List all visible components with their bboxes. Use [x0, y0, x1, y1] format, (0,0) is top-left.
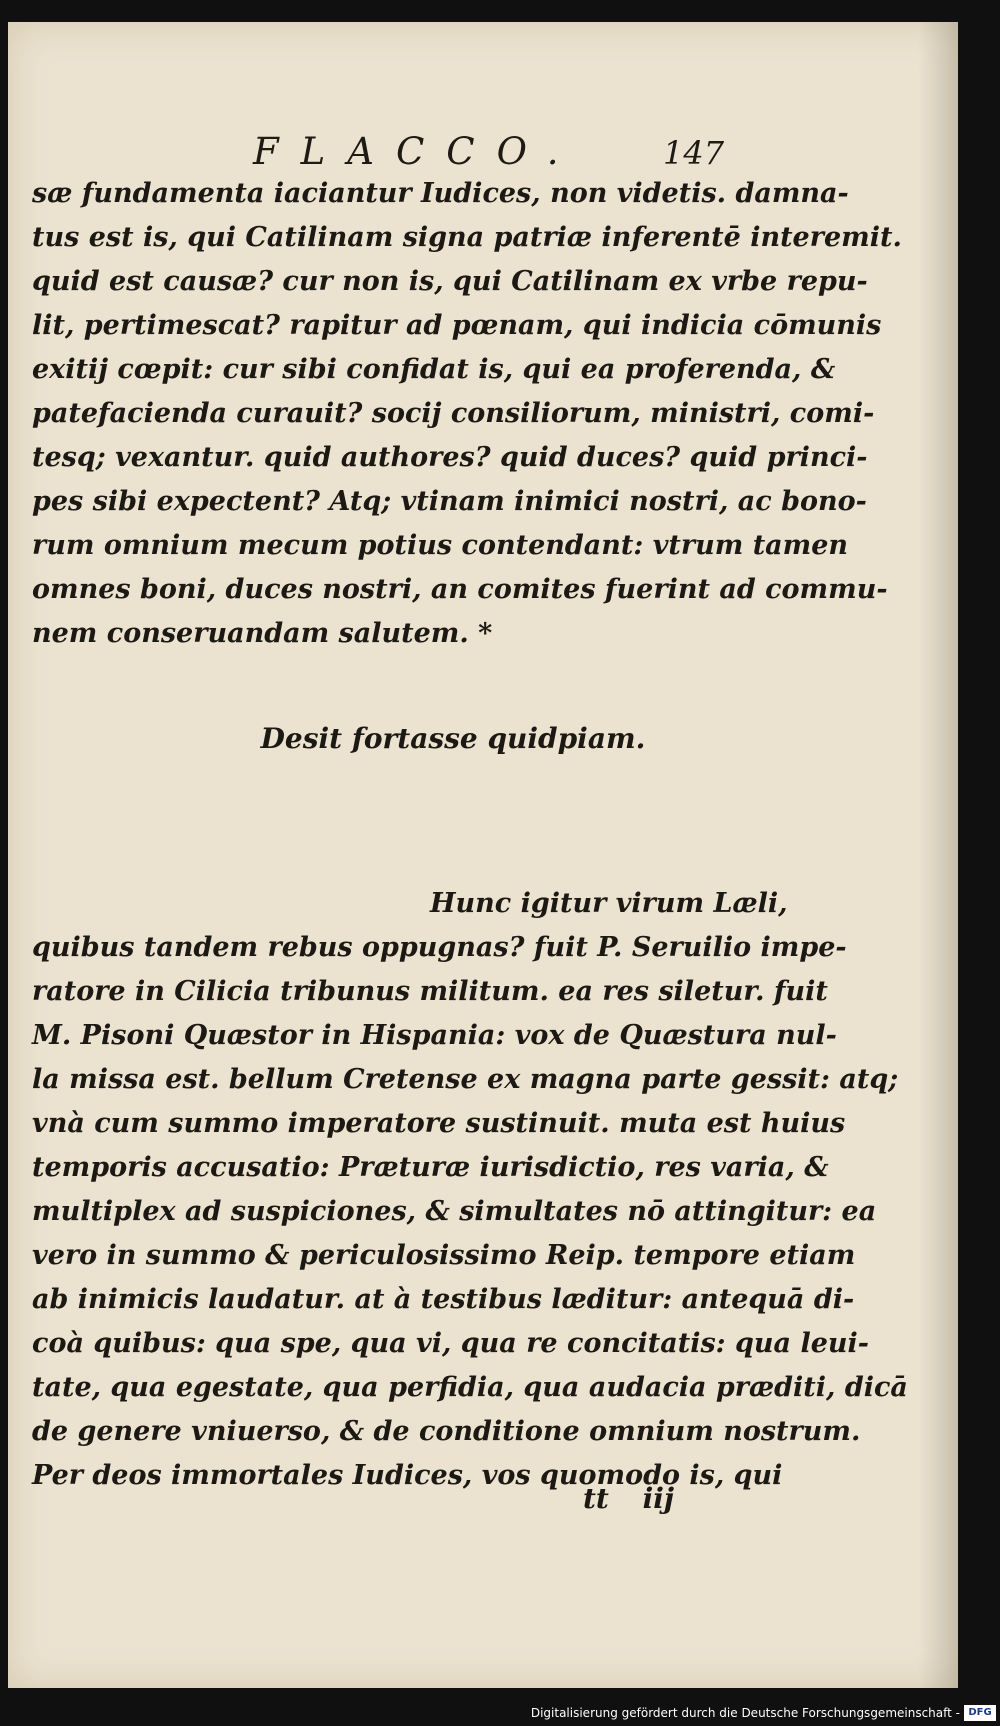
text-line: tus est is, qui Catilinam signa patriæ inferentē interemit. [32, 222, 902, 253]
text-line: exitij cœpit: cur sibi confidat is, qui ea proferenda, & [32, 354, 836, 385]
text-line: la missa est. bellum Cretense ex magna parte gessit: atq; [32, 1064, 899, 1095]
text-line: ratore in Cilicia tribunus militum. ea res siletur. fuit [32, 976, 828, 1007]
text-line: coà quibus: qua spe, qua vi, qua re concitatis: qua leui- [32, 1328, 869, 1359]
book-page [8, 22, 958, 1688]
lacuna-note: Desit fortasse quidpiam. [260, 722, 646, 755]
text-line: temporis accusatio: Præturæ iurisdictio, res varia, & [32, 1152, 829, 1183]
text-line: vnà cum summo imperatore sustinuit. muta est huius [32, 1108, 846, 1139]
text-line: pes sibi expectent? Atq; vtinam inimici nostri, ac bono- [32, 486, 867, 517]
text-line: M. Pisoni Quæstor in Hispania: vox de Quæstura nul- [32, 1020, 837, 1051]
text-line: Per deos immortales Iudices, vos quomodo is, qui [32, 1460, 783, 1491]
footer-bar [0, 1688, 1000, 1726]
page-gutter-shadow [918, 22, 958, 1688]
text-line: rum omnium mecum potius contendant: vtrum tamen [32, 530, 849, 561]
text-line: ab inimicis laudatur. at à testibus læditur: antequā di- [32, 1284, 855, 1315]
text-line: omnes boni, duces nostri, an comites fuerint ad commu- [32, 574, 888, 605]
text-line: tesq; vexantur. quid authores? quid duces? quid princi- [32, 442, 868, 473]
text-line: vero in summo & periculosissimo Reip. tempore etiam [32, 1240, 856, 1271]
page-number: 147 [663, 134, 725, 172]
text-line: multiplex ad suspiciones, & simultates nō attingitur: ea [32, 1196, 877, 1227]
text-line: tate, qua egestate, qua perfidia, qua audacia præditi, dicā [32, 1372, 908, 1403]
text-line: nem conseruandam salutem. * [32, 618, 493, 649]
text-line: quibus tandem rebus oppugnas? fuit P. Seruilio impe- [32, 932, 847, 963]
funding-credit: Digitalisierung gefördert durch die Deutsche Forschungsgemeinschaft - [530, 1706, 960, 1720]
text-line: de genere vniuerso, & de conditione omnium nostrum. [32, 1416, 861, 1447]
text-line: patefacienda curauit? socij consiliorum, ministri, comi- [32, 398, 875, 429]
text-block-2 [32, 882, 908, 1498]
text-line: lit, pertimescat? rapitur ad pœnam, qui indicia cōmunis [32, 310, 882, 341]
signature-mark: tt iij [583, 1482, 675, 1515]
text-line: quid est causæ? cur non is, qui Catilinam ex vrbe repu- [32, 266, 868, 297]
dfg-logo-icon: DFG [964, 1705, 996, 1721]
text-block-1 [32, 172, 902, 656]
text-line: Hunc igitur virum Læli, [430, 888, 788, 919]
page-header [8, 130, 958, 178]
running-head: FLACCO. [253, 130, 581, 173]
text-line: sæ fundamenta iaciantur Iudices, non videtis. damna- [32, 178, 849, 209]
